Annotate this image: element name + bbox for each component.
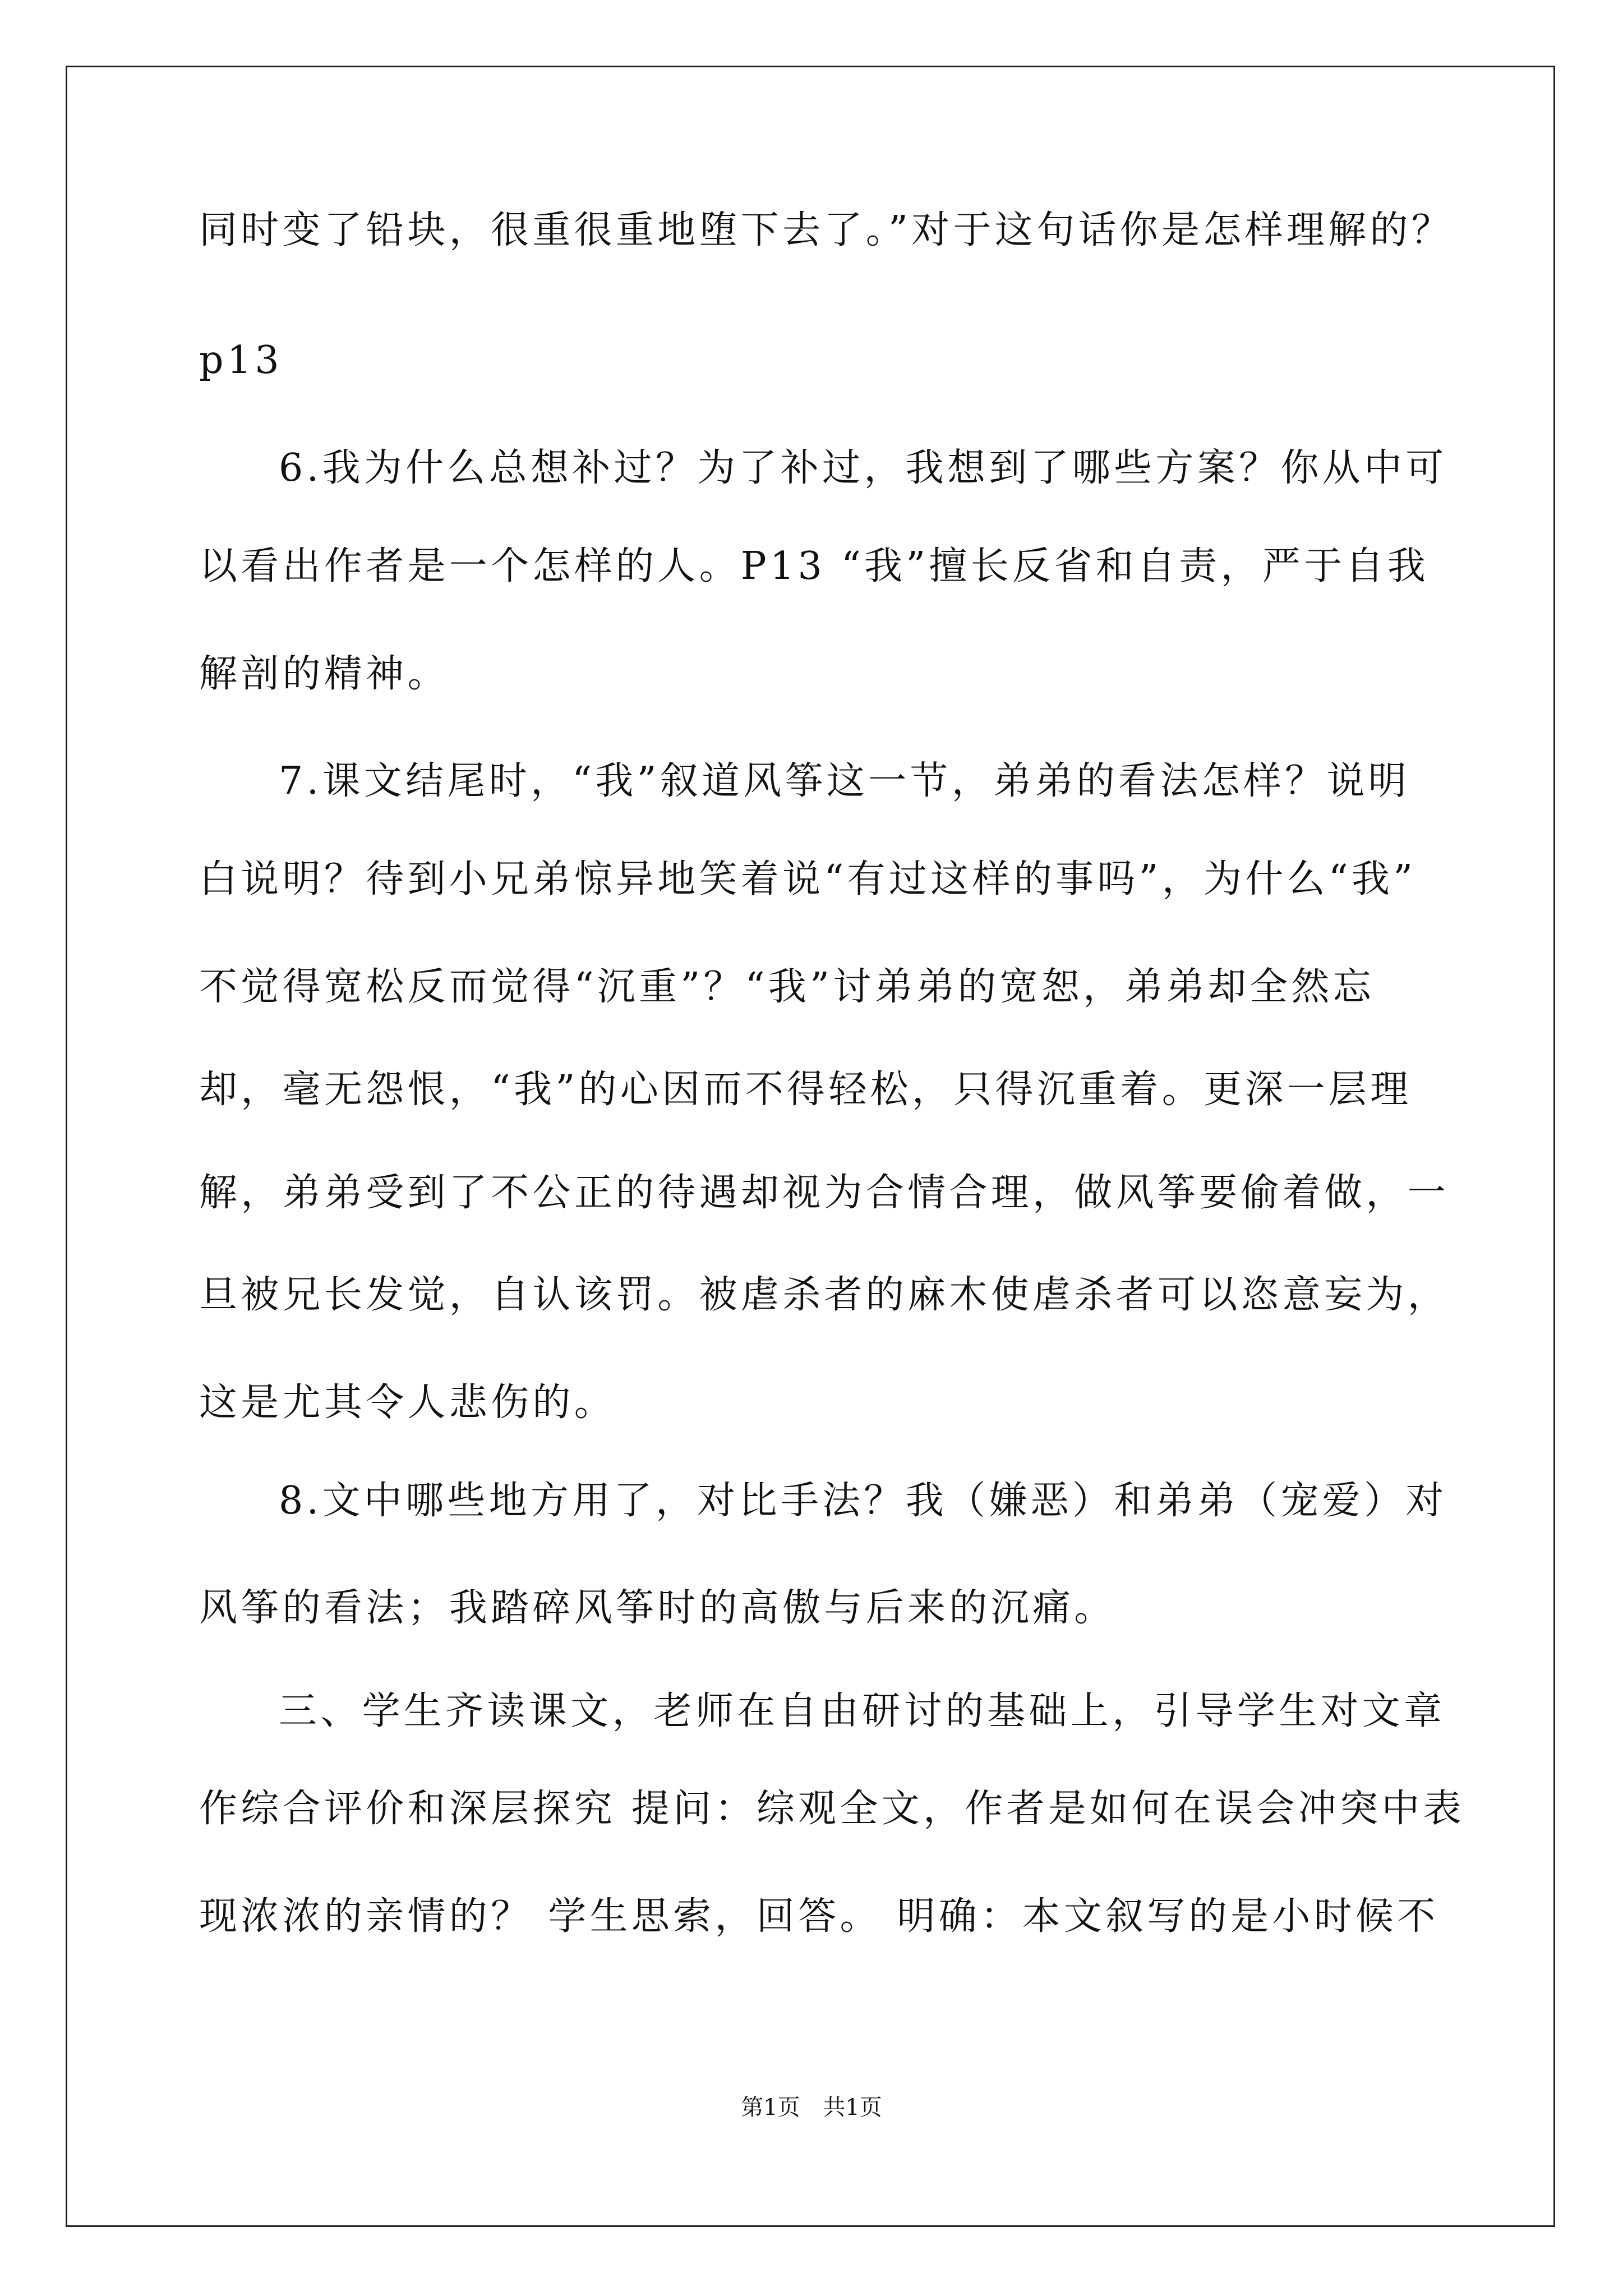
body-line-8: 不觉得宽松反而觉得“沉重”？“我”讨弟弟的宽恕，弟弟却全然忘 (199, 965, 1375, 1009)
page-number: 第1页 (741, 2095, 800, 2120)
body-line-17: 现浓浓的亲情的？ 学生思索，回答。 明确：本文叙写的是小时候不 (199, 1894, 1439, 1939)
body-line-14: 风筝的看法；我踏碎风筝时的高傲与后来的沉痛。 (199, 1586, 1116, 1630)
page-total: 共1页 (823, 2095, 882, 2120)
body-line-1: 同时变了铅块，很重很重地堕下去了。”对于这句话你是怎样理解的？ (199, 208, 1454, 252)
body-line-9: 却，毫无怨恨，“我”的心因而不得轻松，只得沉重着。更深一层理 (199, 1068, 1412, 1112)
body-line-5: 解剖的精神。 (199, 652, 449, 696)
body-line-10: 解，弟弟受到了不公正的待遇却视为合情合理，做风筝要偷着做，一 (199, 1171, 1450, 1215)
body-line-3: 6.我为什么总想补过？为了补过，我想到了哪些方案？你从中可 (279, 446, 1447, 490)
body-line-15: 三、学生齐读课文，老师在自由研讨的基础上，引导学生对文章 (279, 1689, 1446, 1733)
body-line-4: 以看出作者是一个怎样的人。P13 “我”擅长反省和自责，严于自我 (199, 544, 1430, 588)
body-line-13: 8.文中哪些地方用了，对比手法？我（嫌恶）和弟弟（宠爱）对 (279, 1479, 1447, 1523)
body-line-6: 7.课文结尾时，“我”叙道风筝这一节，弟弟的看法怎样？说明 (279, 759, 1410, 803)
body-line-11: 旦被兄长发觉，自认该罚。被虐杀者的麻木使虐杀者可以恣意妄为， (199, 1273, 1450, 1317)
body-line-7: 白说明？待到小兄弟惊异地笑着说“有过这样的事吗”，为什么“我” (199, 857, 1417, 901)
body-line-12: 这是尤其令人悲伤的。 (199, 1381, 616, 1425)
page-footer (0, 2091, 1623, 2124)
body-line-16: 作综合评价和深层探究 提问：综观全文，作者是如何在误会冲突中表 (199, 1787, 1465, 1831)
body-line-2: p13 (199, 338, 283, 383)
